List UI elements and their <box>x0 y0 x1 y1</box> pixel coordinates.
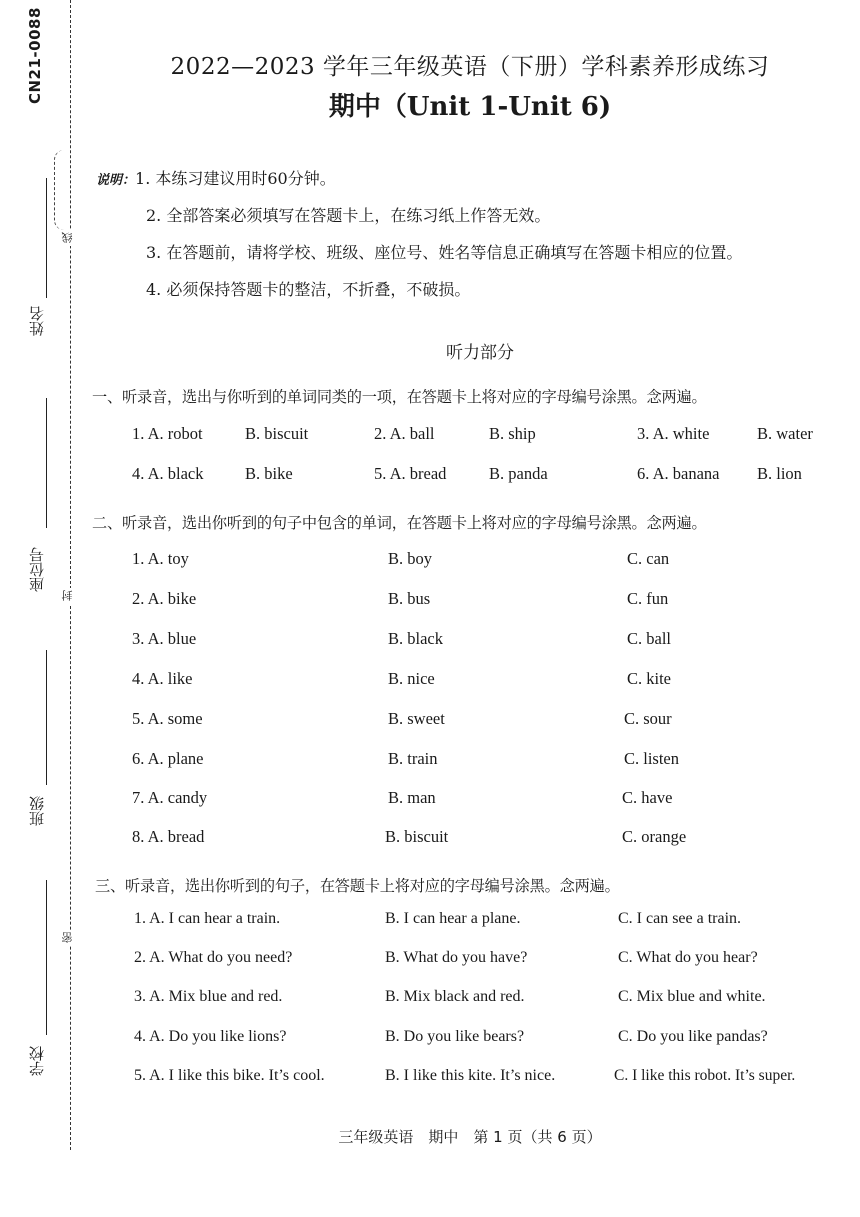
q1-item-6-b: B. lion <box>757 464 802 483</box>
page-footer: 三年级英语 期中 第 1 页（共 6 页） <box>338 1128 602 1146</box>
q3-item-5-c: C. I like this robot. It’s super. <box>614 1067 796 1084</box>
q2-item-2-b: B. bus <box>388 589 431 608</box>
q3-instruction: 三、听录音，选出你听到的句子，在答题卡上将对应的字母编号涂黑。念两遍。 <box>95 877 620 895</box>
q2-item-1-b: B. boy <box>388 549 433 568</box>
q2-item-3-a: 3. A. blue <box>132 629 197 648</box>
q2-item-8-b: B. biscuit <box>385 827 449 846</box>
cut-line-curve <box>54 150 67 230</box>
q2-item-3-c: C. ball <box>627 629 671 648</box>
publication-code: CN21-0088 <box>26 7 44 105</box>
q2-instruction: 二、听录音，选出你听到的句子中包含的单词，在答题卡上将对应的字母编号涂黑。念两遍。 <box>92 514 707 532</box>
q2-item-1-c: C. can <box>627 549 670 568</box>
q1-item-4-a: 4. A. black <box>132 464 204 483</box>
q3-item-2-a: 2. A. What do you need? <box>134 949 293 966</box>
q2-item-4-a: 4. A. like <box>132 669 193 688</box>
listening-section-title: 听力部分 <box>446 343 514 363</box>
q1-item-3-a: 3. A. white <box>637 424 710 443</box>
note-item: 2. 全部答案必须填写在答题卡上，在练习纸上作答无效。 <box>146 206 551 225</box>
q2-item-4-b: B. nice <box>388 669 435 688</box>
q2-item-5-c: C. sour <box>624 709 672 728</box>
page-title: 2022—2023 学年三年级英语（下册）学科素养形成练习 <box>170 54 770 80</box>
cut-line <box>70 0 71 1150</box>
q1-instruction: 一、听录音，选出与你听到的单词同类的一项，在答题卡上将对应的字母编号涂黑。念两遍。 <box>92 388 707 406</box>
q2-item-7-a: 7. A. candy <box>132 788 208 807</box>
q3-item-2-b: B. What do you have? <box>385 949 528 966</box>
q1-item-2-a: 2. A. ball <box>374 424 435 443</box>
q1-item-1-b: B. biscuit <box>245 424 309 443</box>
q2-item-6-b: B. train <box>388 749 438 768</box>
q3-item-4-b: B. Do you like bears? <box>385 1028 525 1045</box>
class-label: 班级 <box>28 796 46 826</box>
q3-item-5-b: B. I like this kite. It’s nice. <box>385 1067 556 1084</box>
q2-item-1-a: 1. A. toy <box>132 549 189 568</box>
q3-item-1-a: 1. A. I can hear a train. <box>134 910 281 927</box>
q2-item-3-b: B. black <box>388 629 443 648</box>
cut-word-xian: 线 <box>60 230 80 246</box>
q2-item-2-c: C. fun <box>627 589 669 608</box>
q2-item-6-a: 6. A. plane <box>132 749 204 768</box>
q3-item-1-c: C. I can see a train. <box>618 910 742 927</box>
q1-item-5-b: B. panda <box>489 464 548 483</box>
cut-word-mi: 密 <box>60 930 80 946</box>
q3-item-3-c: C. Mix blue and white. <box>618 988 766 1005</box>
q3-item-4-a: 4. A. Do you like lions? <box>134 1028 287 1045</box>
binding-margin <box>0 0 85 1217</box>
name-write-line <box>46 178 47 298</box>
note-item: 4. 必须保持答题卡的整洁，不折叠，不破损。 <box>146 280 471 299</box>
q2-item-8-c: C. orange <box>622 827 687 846</box>
q2-item-5-b: B. sweet <box>388 709 445 728</box>
q3-item-3-a: 3. A. Mix blue and red. <box>134 988 283 1005</box>
class-write-line <box>46 650 47 785</box>
q2-item-5-a: 5. A. some <box>132 709 203 728</box>
school-label: 学校 <box>28 1046 46 1076</box>
page-subtitle: 期中（Unit 1-Unit 6) <box>328 92 612 122</box>
seat-label: 座位号 <box>28 547 46 593</box>
notes-tag: 说明： <box>96 173 136 188</box>
note-item: 3. 在答题前，请将学校、班级、座位号、姓名等信息正确填写在答题卡相应的位置。 <box>146 243 743 262</box>
q1-item-2-b: B. ship <box>489 424 536 443</box>
q3-item-2-c: C. What do you hear? <box>618 949 758 966</box>
q1-item-5-a: 5. A. bread <box>374 464 447 483</box>
cut-word-feng: 封 <box>60 588 80 604</box>
q2-item-2-a: 2. A. bike <box>132 589 197 608</box>
q2-item-7-c: C. have <box>622 788 673 807</box>
q1-item-4-b: B. bike <box>245 464 293 483</box>
q2-item-4-c: C. kite <box>627 669 671 688</box>
school-write-line <box>46 880 47 1035</box>
note-item: 1. 本练习建议用时60分钟。 <box>135 169 336 188</box>
q1-item-3-b: B. water <box>757 424 813 443</box>
seat-write-line <box>46 398 47 528</box>
q2-item-7-b: B. man <box>388 788 436 807</box>
q2-item-8-a: 8. A. bread <box>132 827 205 846</box>
q1-item-1-a: 1. A. robot <box>132 424 203 443</box>
q3-item-1-b: B. I can hear a plane. <box>385 910 521 927</box>
q3-item-3-b: B. Mix black and red. <box>385 988 525 1005</box>
q3-item-5-a: 5. A. I like this bike. It’s cool. <box>134 1067 325 1084</box>
q3-item-4-c: C. Do you like pandas? <box>618 1028 768 1045</box>
q1-item-6-a: 6. A. banana <box>637 464 720 483</box>
q2-item-6-c: C. listen <box>624 749 680 768</box>
name-label: 姓名 <box>28 306 46 336</box>
